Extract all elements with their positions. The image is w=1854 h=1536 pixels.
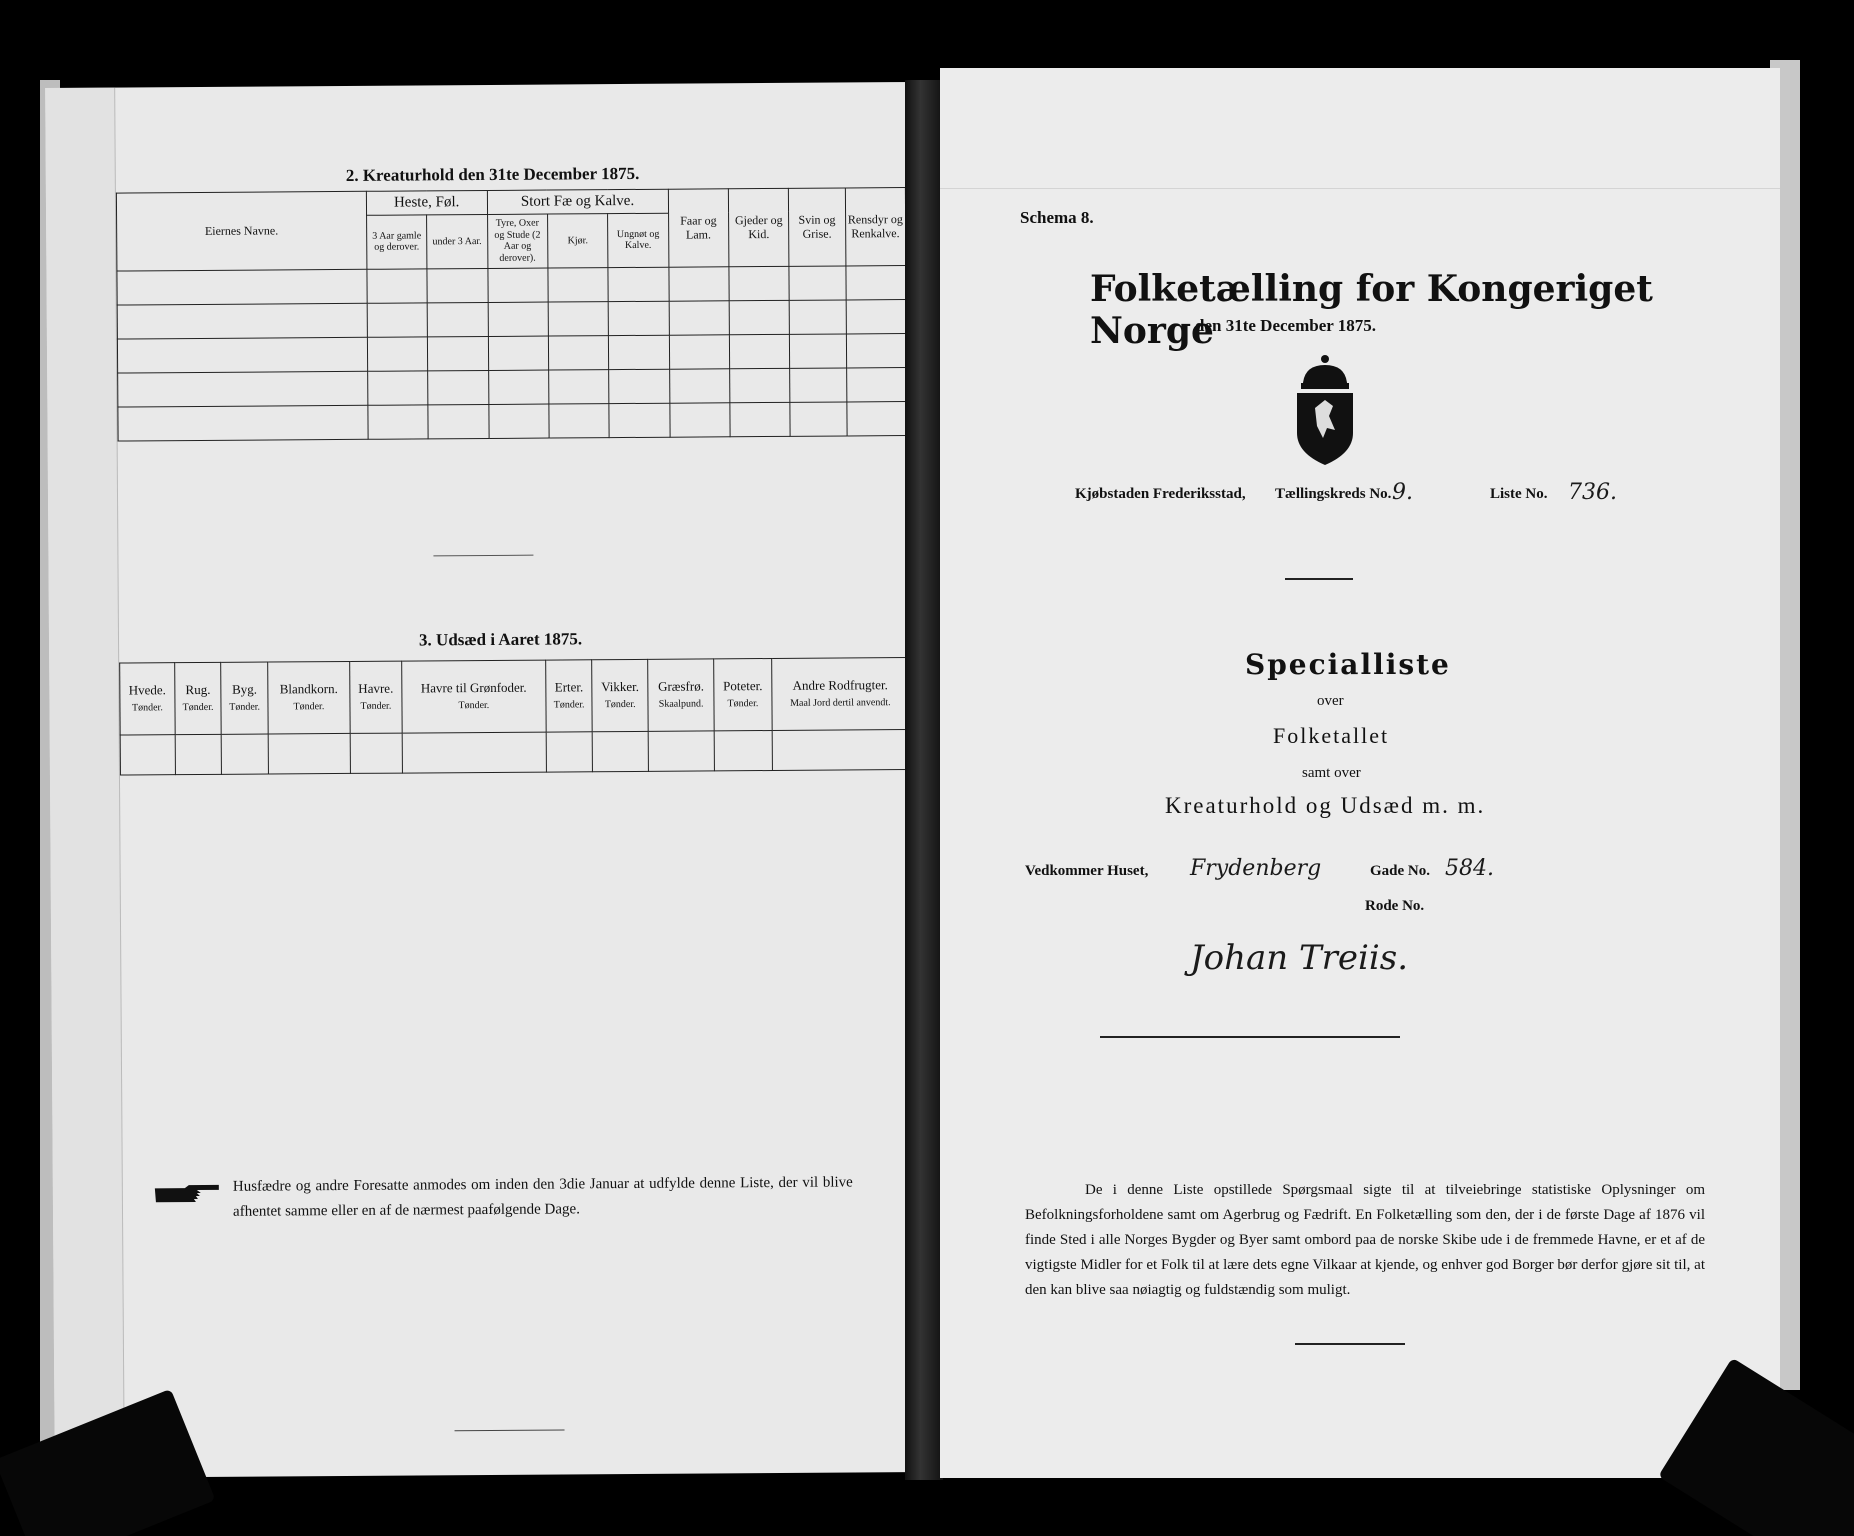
samt-over-text: samt over [1302, 765, 1361, 781]
storfae-header: Stort Fæ og Kalve. [487, 189, 668, 214]
udsaed-column-header [714, 658, 772, 730]
title-rule [1285, 578, 1353, 580]
udsaed-column-unit: Tønder. [131, 702, 163, 714]
list-label: Liste No. [1490, 486, 1548, 502]
udsaed-cell [222, 734, 269, 774]
folketallet-text: Folketallet [1273, 723, 1390, 748]
table-row [117, 266, 906, 306]
fae-sub-kjor: Kjør. [547, 213, 608, 268]
city-label: Kjøbstaden Frederiksstad, [1075, 486, 1246, 502]
udsaed-column-name: Poteter. [723, 678, 763, 694]
fae-sub-tyre: Tyre, Oxer og Stude (2 Aar og derover). [487, 214, 548, 269]
faar-header: Faar og Lam. [668, 189, 729, 267]
udsaed-column-unit: Tønder. [458, 700, 490, 712]
left-page [45, 82, 925, 1478]
udsaed-column-name: Havre til Grønfoder. [420, 679, 527, 696]
udsaed-column-name: Andre Rodfrugter. [792, 677, 888, 694]
udsaed-column-header [350, 661, 402, 733]
rensdyr-header: Rensdyr og Renkalve. [845, 188, 906, 266]
section2-title: 2. Kreaturhold den 31te December 1875. [345, 163, 640, 185]
udsaed-column-unit: Tønder. [553, 699, 585, 711]
separator-line [433, 555, 533, 557]
coat-of-arms-icon [1285, 353, 1365, 468]
udsaed-column-header [546, 660, 593, 732]
udsaed-column-name: Vikker. [601, 679, 640, 695]
kreaturhold-text: Kreaturhold og Udsæd m. m. [1165, 793, 1486, 818]
over-text-1: over [1317, 693, 1344, 709]
gade-value: 584. [1445, 856, 1494, 881]
heste-sub-old: 3 Aar gamle og derover. [366, 215, 427, 270]
book-binding [905, 80, 943, 1480]
bottom-rule [1295, 1343, 1405, 1345]
udsaed-column-header [648, 659, 715, 731]
heste-header: Heste, Føl. [366, 190, 487, 215]
udsaed-column-header [268, 661, 351, 734]
udsaed-column-unit: Tønder. [727, 698, 759, 710]
udsaed-column-name: Hvede. [128, 682, 166, 698]
udsaed-cell [772, 730, 909, 771]
signature-rule [1100, 1036, 1400, 1038]
udsaed-column-unit: Tønder. [360, 700, 392, 713]
udsaed-column-name: Rug. [185, 682, 211, 698]
pointing-hand-icon [153, 1182, 223, 1206]
district-label: Tællingskreds No. [1275, 486, 1392, 502]
udsaed-table [119, 657, 910, 776]
notice-text: Husfædre og andre Foresatte anmodes om inden den 3die Januar at udfylde denne Liste, der vil blive afhentet samme eller en af de nærmest paafølgende Dage. [232, 1174, 853, 1220]
udsaed-cell [546, 732, 593, 772]
fae-sub-ungnot: Ungnøt og Kalve. [608, 213, 669, 268]
list-value: 736. [1568, 480, 1617, 505]
udsaed-column-header [771, 658, 909, 731]
udsaed-cell [593, 731, 649, 771]
main-title: Folketælling for Kongeriget Norge [1090, 268, 1653, 352]
house-label: Vedkommer Huset, [1025, 863, 1149, 879]
table-row [117, 334, 906, 374]
signature: Johan Treiis. [1190, 938, 1409, 978]
udsaed-cell [268, 733, 350, 774]
udsaed-column-name: Blandkorn. [279, 681, 338, 697]
udsaed-column-header [174, 662, 221, 734]
udsaed-column-header [592, 659, 648, 731]
table-row [117, 300, 906, 340]
section3-title: 3. Udsæd i Aaret 1875. [418, 629, 583, 650]
gjeder-header: Gjeder og Kid. [728, 188, 789, 266]
udsaed-column-unit: Skaalpund. [658, 698, 704, 711]
udsaed-cell [714, 730, 772, 770]
kreaturhold-table [116, 187, 908, 442]
explanatory-paragraph: De i denne Liste opstillede Spørgsmaal sigte til at tilveiebringe statistiske Oplysninger om Befolkningsforholdene samt om Agerbrug og Fædrift. En Folketælling som den, der i de første Dage af 1876 vil finde Sted i alle Norges Bygder og Byer samt ombord paa de norske Skibe ude i de fremmede Havne, er et af de vigtigste Midler for et Folk til at lære dets egne Vilkaar at kjende, og enhver god Borger bør derfor gjøre sit til, at den kan blive saa nøiagtig og fuldstændig som muligt. [1025, 1182, 1705, 1298]
bottom-rule [455, 1429, 565, 1431]
udsaed-column-name: Havre. [358, 680, 394, 697]
table-row [120, 730, 909, 776]
udsaed-column-header [120, 663, 175, 735]
specialliste-heading: Specialliste [1245, 648, 1451, 681]
udsaed-column-header [221, 662, 268, 734]
rode-label: Rode No. [1365, 898, 1425, 914]
udsaed-column-unit: Tønder. [604, 699, 636, 711]
udsaed-column-name: Byg. [231, 681, 258, 698]
udsaed-cell [120, 735, 175, 775]
census-date: den 31te December 1875. [1195, 316, 1376, 335]
house-value: Frydenberg [1190, 856, 1322, 881]
svin-header: Svin og Grise. [789, 188, 846, 266]
owner-header: Eiernes Navne. [116, 191, 366, 271]
udsaed-column-name: Græsfrø. [658, 678, 704, 695]
udsaed-column-unit: Tønder. [229, 701, 261, 714]
heste-sub-young: under 3 Aar. [427, 214, 488, 269]
schema-label: Schema 8. [1020, 208, 1094, 227]
table-row [118, 402, 907, 442]
udsaed-cell [402, 732, 546, 773]
table-row [118, 368, 907, 408]
udsaed-cell [350, 733, 402, 773]
udsaed-column-unit: Tønder. [293, 701, 325, 713]
udsaed-column-name: Erter. [554, 679, 584, 695]
udsaed-cell [175, 734, 222, 774]
udsaed-column-header [402, 660, 546, 733]
left-stub-column [45, 88, 125, 1478]
udsaed-column-unit: Tønder. [182, 702, 214, 714]
right-page [940, 68, 1780, 1478]
udsaed-cell [648, 731, 714, 771]
gade-label: Gade No. [1370, 863, 1430, 879]
district-value: 9. [1392, 480, 1413, 505]
udsaed-column-unit: Maal Jord dertil anvendt. [790, 697, 891, 710]
